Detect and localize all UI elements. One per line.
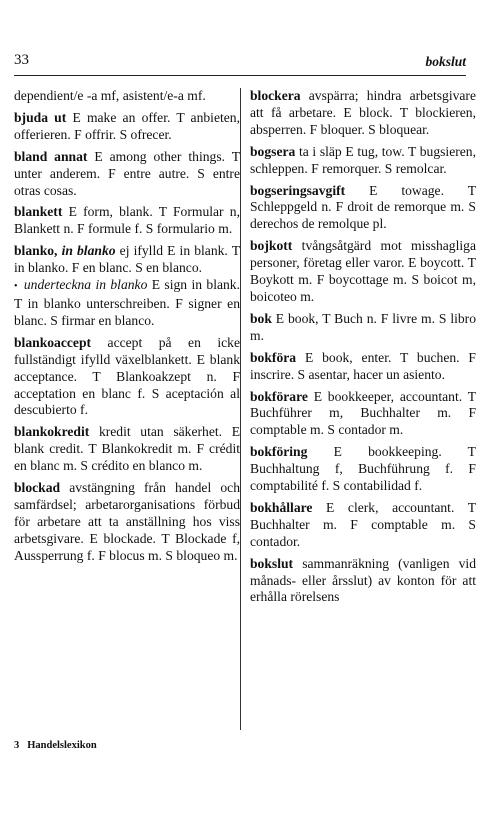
dictionary-entry [14, 149, 240, 200]
entry-text: E clerk, accountant. T Buchhalter m. F comptable m. S contador. [250, 499, 476, 549]
signature-mark: 3 [14, 740, 20, 751]
entry-headword: bokföra [250, 349, 297, 365]
dictionary-entry [250, 144, 476, 178]
dictionary-entry [250, 500, 476, 551]
entry-headword: bojkott [250, 238, 293, 254]
entry-headword: blankett [14, 204, 63, 220]
bullet-icon: • [14, 281, 18, 293]
entry-text: E among other things. T unter anderem. F entre autre. S entre otras cosas. [14, 148, 240, 198]
entry-text: E bookkeeper, accountant. T Buchführer m, Buchhalter m. F comptable m. S contador m. [250, 388, 476, 438]
entry-text: E bookkeeping. T Buchhaltung f, Buchführung f. F comptabilité f. S contabilidad f. [250, 444, 476, 494]
footer-title: Handelslexikon [27, 740, 97, 751]
dictionary-entry [14, 480, 240, 565]
entry-headword: blockad [14, 480, 61, 496]
entry-text: E book, enter. T buchen. F inscrire. S asentar, hacer un asiento. [250, 349, 476, 382]
left-column [14, 88, 240, 570]
dictionary-entry [250, 183, 476, 234]
dictionary-entry [14, 88, 240, 105]
entry-italic: in blanko [57, 243, 116, 259]
running-head: bokslut [425, 54, 466, 69]
dictionary-entry [14, 335, 240, 420]
entry-headword: bokföring [250, 444, 308, 460]
entry-text: E book, T Buch n. F livre m. S libro m. [250, 310, 476, 343]
entry-headword: bjuda ut [14, 109, 67, 125]
dictionary-entry [250, 444, 476, 495]
dictionary-entry [14, 243, 240, 277]
entry-text: sammanräkning (vanligen vid månads- eller årsslut) av konton för att erhålla rörelsens [250, 555, 476, 605]
page-number: 33 [14, 52, 29, 68]
entry-headword: blankoaccept [14, 334, 92, 350]
entry-text: ej ifylld E in blank. T in blanko. F en blanc. S en blanco. [14, 243, 240, 276]
entry-headword: blankokredit [14, 424, 90, 440]
entry-text: E sign in blank. T in blanko unterschreiben. F signer en blanc. S firmar en blanco. [14, 277, 241, 328]
right-column [250, 88, 476, 611]
entry-headword: bokhållare [250, 499, 313, 515]
entry-headword: blockera [250, 88, 301, 103]
header-rule [14, 75, 466, 76]
entry-text: avspärra; hindra arbetsgivare att få arbetare. E block. T blockieren, absperren. F bloquer. S bloquear. [250, 88, 476, 137]
entry-headword: bogseringsavgift [250, 182, 346, 198]
entry-headword: bland annat [14, 148, 88, 164]
entry-headword: bokslut [250, 555, 294, 571]
dictionary-entry [250, 350, 476, 384]
entry-text: accept på en icke fullständigt ifylld växelblankett. E blank acceptance. T Blankoakzept n. F acceptation en blanc f. S aceptación al descubierto f. [14, 334, 240, 418]
entry-text: E form, blank. T Formular n, Blankett n. F formule f. S formulario m. [14, 204, 240, 237]
dictionary-entry [250, 311, 476, 345]
entry-text: E towage. T Schleppgeld n. F droit de remorque m. S derechos de remolque pl. [250, 182, 476, 232]
entry-headword: bok [250, 310, 272, 326]
page-header [14, 52, 466, 74]
entry-text: avstängning från handel och samfärdsel; arbetarorganisations förbud för arbetare att ta anställning hos viss arbetsgivare. E blockade. T Blockade f, Aussperrung f. F blocus m. S bloqueo m. [14, 480, 240, 563]
dictionary-entry [250, 556, 476, 607]
dictionary-subentry [14, 277, 240, 330]
entry-text: ta i släp E tug, tow. T bugsieren, schleppen. F remorquer. S remolcar. [250, 143, 476, 176]
entry-headword: bokförare [250, 388, 308, 404]
entry-headword: blanko, [14, 243, 58, 259]
entry-text: dependient/e -a mf, asistent/e-a mf. [14, 88, 206, 103]
dictionary-entry [14, 110, 240, 144]
dictionary-entry [14, 424, 240, 475]
page-footer [14, 740, 105, 751]
dictionary-entry [14, 204, 240, 238]
dictionary-entry [250, 88, 476, 139]
entry-text: tvångsåtgärd mot misshagliga personer, företag eller varor. E boycott. T Boykott m. F boycottage m. S boicot m, boicoteo m. [250, 238, 476, 304]
entry-italic: underteckna in blanko [19, 277, 148, 293]
dictionary-entry [250, 389, 476, 440]
entry-text: kredit utan säkerhet. E blank credit. T Blankokredit m. F crédit en blanc m. S crédito en blanco m. [14, 424, 240, 474]
dictionary-entry [250, 238, 476, 306]
entry-headword: bogsera [250, 143, 296, 159]
column-divider [240, 88, 241, 730]
entry-text: E make an offer. T anbieten, offerieren. F offrir. S ofrecer. [14, 109, 240, 142]
